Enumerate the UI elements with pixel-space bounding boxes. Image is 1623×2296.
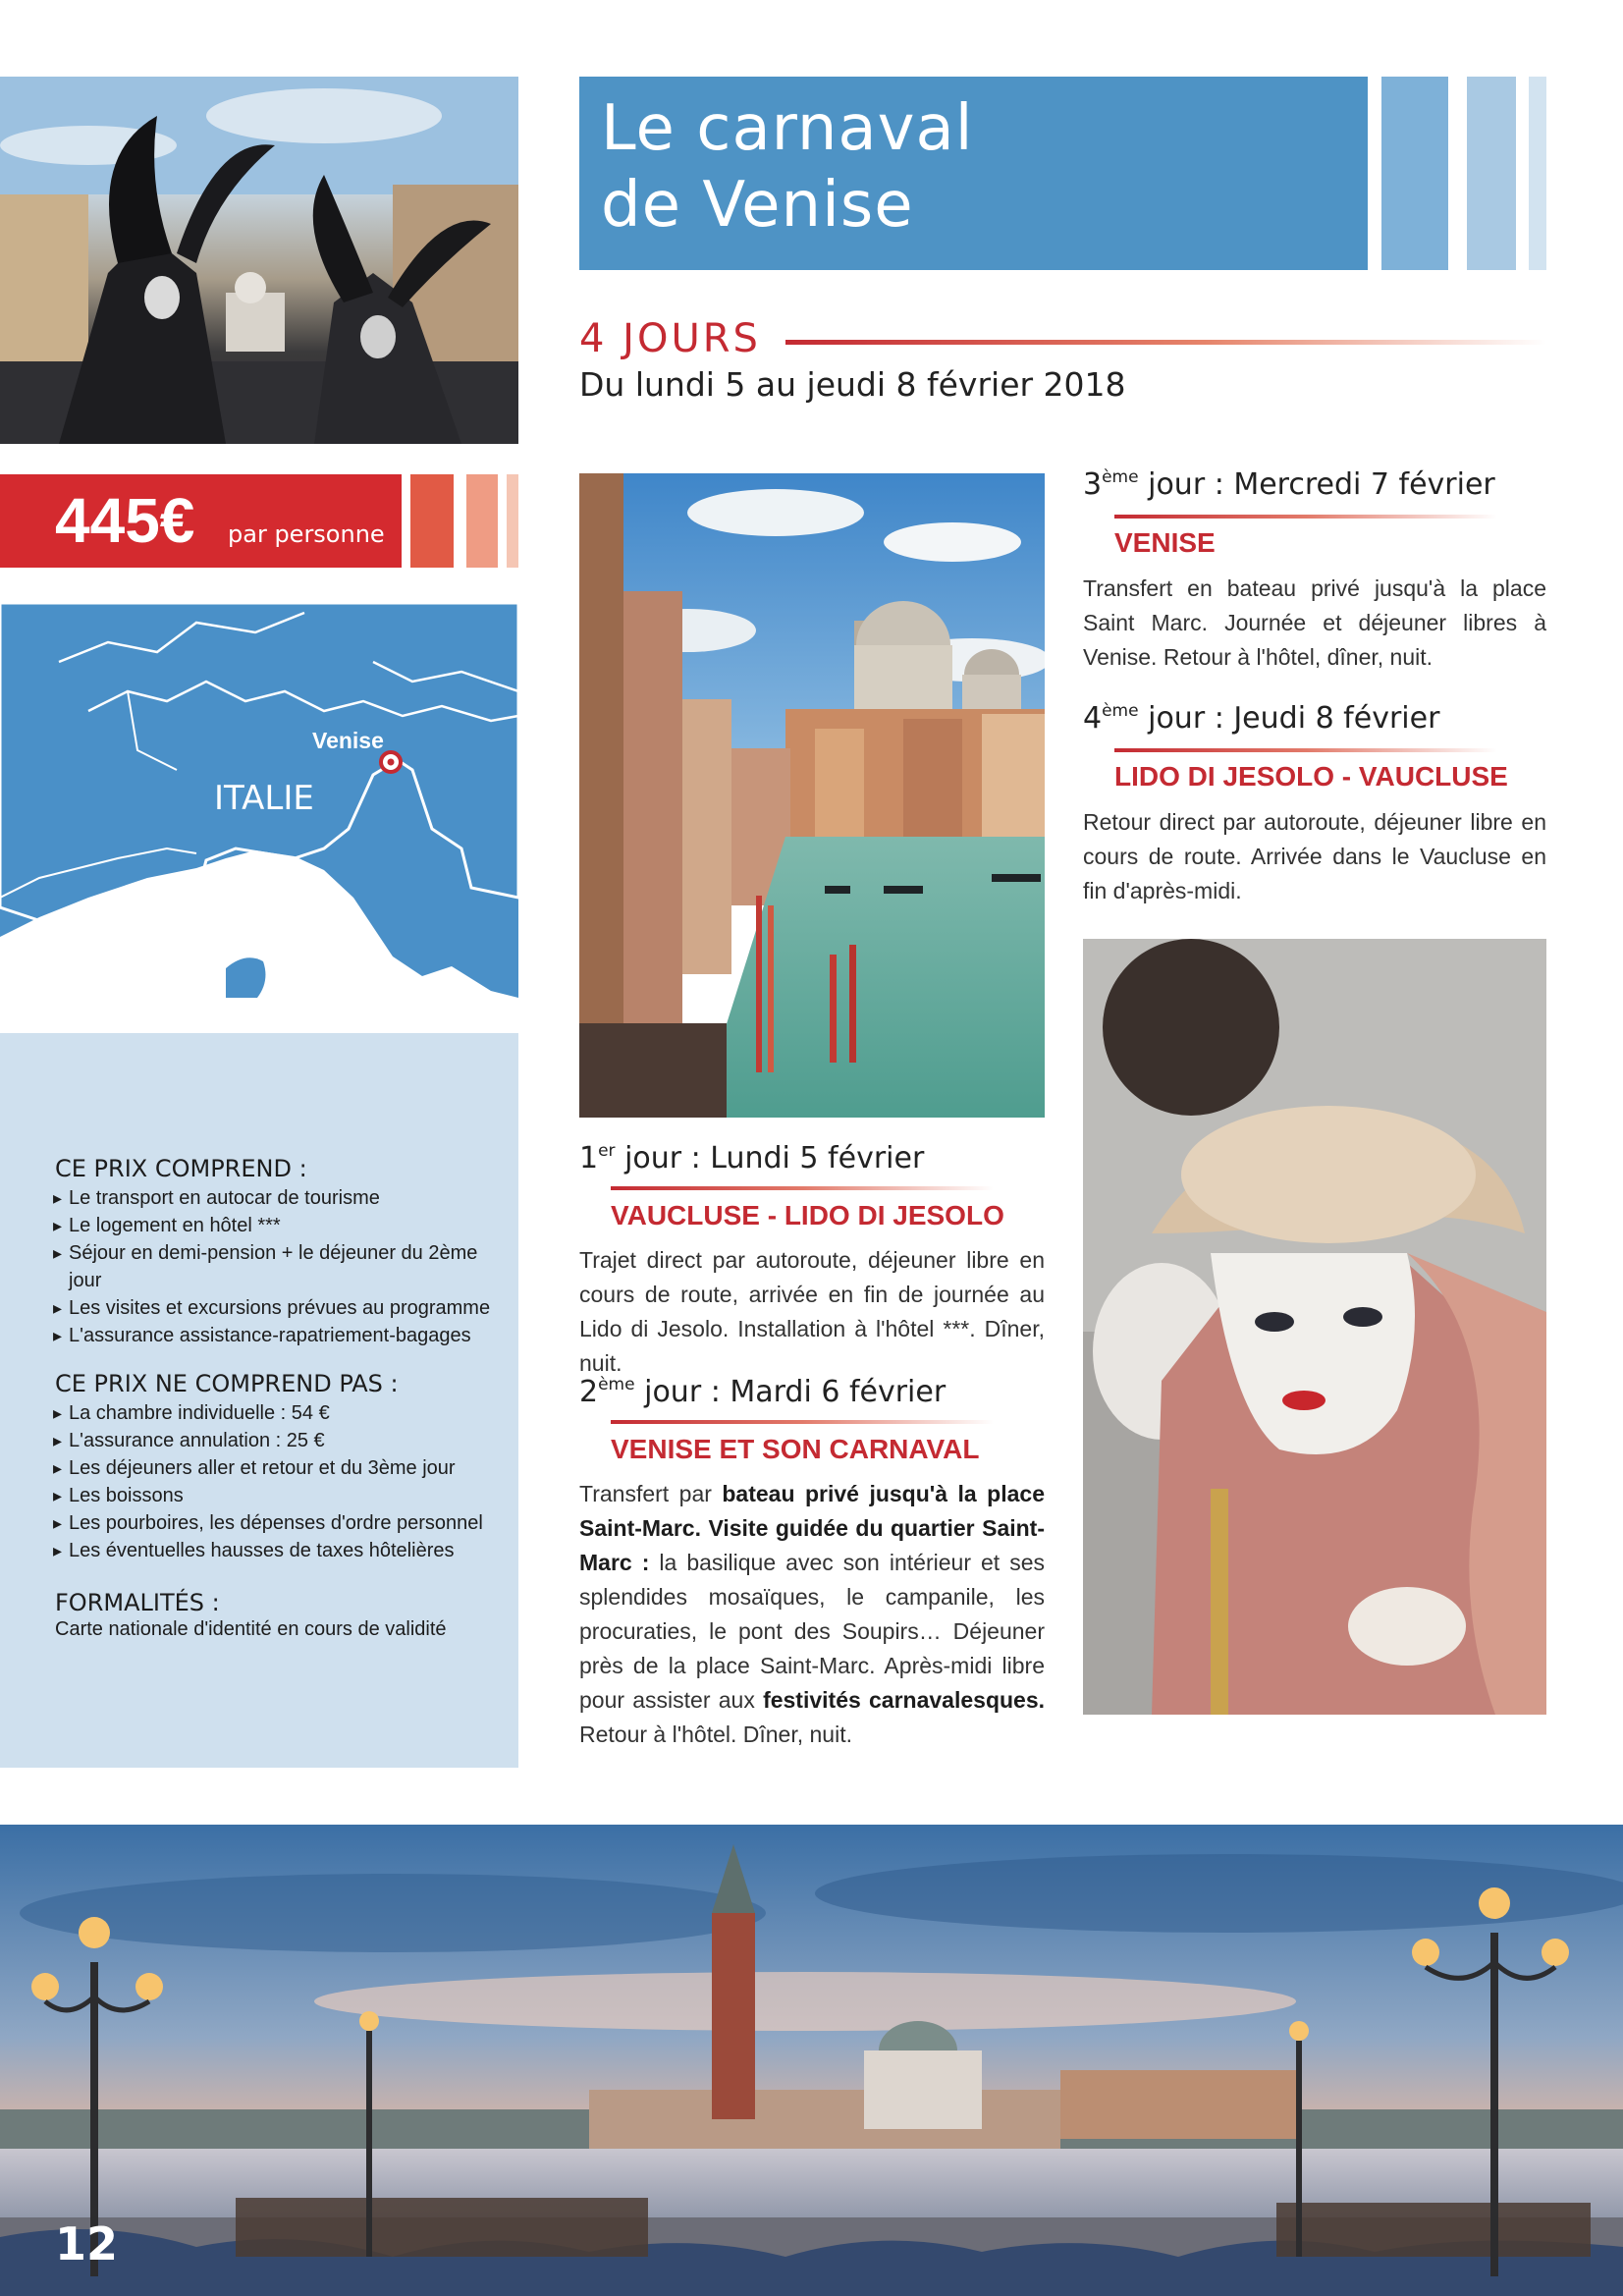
day-4-heading: 4ème jour : Jeudi 8 février bbox=[1083, 701, 1440, 736]
list-item: ▸ Séjour en demi-pension + le déjeuner du 2ème jour bbox=[53, 1239, 495, 1294]
day-2-text: Transfert par bateau privé jusqu'à la place Saint-Marc. Visite guidée du quartier Saint-Marc : la basilique avec son intérieur et ses splendides mosaïques, le campanile, les procuraties, le pont des Soupirs… Déjeuner près de la place Saint-Marc. Après-midi libre pour assister aux festivités carnavalesques. Retour à l'hôtel. Dîner, nuit. bbox=[579, 1481, 1046, 1747]
not-included-list bbox=[53, 1399, 495, 1564]
location-map bbox=[0, 603, 518, 998]
not-included-heading: CE PRIX NE COMPREND PAS : bbox=[55, 1370, 399, 1397]
page-title bbox=[601, 90, 1347, 244]
title-stripe bbox=[1381, 77, 1448, 270]
price-value: 445€ bbox=[55, 485, 195, 556]
title-stripe bbox=[1529, 77, 1546, 270]
day-1-place: VAUCLUSE - LIDO DI JESOLO bbox=[611, 1200, 1004, 1230]
title-line-2: de Venise bbox=[601, 169, 914, 242]
map-city-label: Venise bbox=[312, 728, 384, 753]
list-item: ▸ Les déjeuners aller et retour et du 3ème jour bbox=[53, 1454, 495, 1482]
title-stripe bbox=[1467, 77, 1516, 270]
title-line-1: Le carnaval bbox=[601, 92, 974, 165]
day-3-text: Transfert en bateau privé jusqu'à la place Saint Marc. Journée et déjeuner libres à Venise. Retour à l'hôtel, dîner, nuit. bbox=[1083, 575, 1546, 670]
list-item: ▸ Les pourboires, les dépenses d'ordre personnel bbox=[53, 1509, 495, 1537]
page-number: 12 bbox=[55, 2217, 119, 2270]
list-item: ▸ L'assurance annulation : 25 € bbox=[53, 1427, 495, 1454]
formalities-heading: FORMALITÉS : bbox=[55, 1589, 220, 1616]
day-3-heading: 3ème jour : Mercredi 7 février bbox=[1083, 467, 1495, 502]
carnival-masks-photo bbox=[0, 77, 518, 444]
day-1-rule bbox=[611, 1186, 994, 1190]
grand-canal-photo bbox=[579, 473, 1045, 1118]
day-2-place: VENISE ET SON CARNAVAL bbox=[611, 1434, 980, 1464]
day-4-text: Retour direct par autoroute, déjeuner libre en cours de route. Arrivée dans le Vaucluse en fin d'après-midi. bbox=[1083, 809, 1546, 903]
list-item: ▸ Le logement en hôtel *** bbox=[53, 1212, 495, 1239]
duration-rule bbox=[785, 340, 1546, 345]
included-heading: CE PRIX COMPREND : bbox=[55, 1155, 307, 1182]
day-4-place: LIDO DI JESOLO - VAUCLUSE bbox=[1114, 761, 1508, 792]
carnival-costume-photo bbox=[1083, 939, 1546, 1715]
included-list bbox=[53, 1184, 495, 1349]
list-item: ▸ L'assurance assistance-rapatriement-bagages bbox=[53, 1322, 495, 1349]
trip-dates: Du lundi 5 au jeudi 8 février 2018 bbox=[579, 365, 1126, 404]
formalities-text: Carte nationale d'identité en cours de validité bbox=[55, 1618, 447, 1640]
price-stripe bbox=[507, 474, 518, 568]
venice-panorama-photo bbox=[0, 1825, 1623, 2296]
day-1-text: Trajet direct par autoroute, déjeuner libre en cours de route, arrivée en fin de journée au Lido di Jesolo. Installation à l'hôtel ***. Dîner, nuit. bbox=[579, 1247, 1045, 1376]
day-2-rule bbox=[611, 1420, 994, 1424]
list-item: ▸ La chambre individuelle : 54 € bbox=[53, 1399, 495, 1427]
day-3-place: VENISE bbox=[1114, 527, 1216, 558]
price-stripe bbox=[410, 474, 454, 568]
day-1-heading: 1er jour : Lundi 5 février bbox=[579, 1141, 925, 1175]
price-unit: par personne bbox=[228, 520, 385, 548]
day-2-heading: 2ème jour : Mardi 6 février bbox=[579, 1375, 947, 1409]
list-item: ▸ Les visites et excursions prévues au programme bbox=[53, 1294, 495, 1322]
list-item: ▸ Les boissons bbox=[53, 1482, 495, 1509]
duration-label: 4 JOURS bbox=[579, 316, 761, 361]
list-item: ▸ Les éventuelles hausses de taxes hôtelières bbox=[53, 1537, 495, 1564]
map-country-label: ITALIE bbox=[214, 779, 314, 818]
price-stripe bbox=[466, 474, 498, 568]
day-3-rule bbox=[1114, 515, 1497, 519]
day-4-rule bbox=[1114, 748, 1497, 752]
list-item: ▸ Le transport en autocar de tourisme bbox=[53, 1184, 495, 1212]
